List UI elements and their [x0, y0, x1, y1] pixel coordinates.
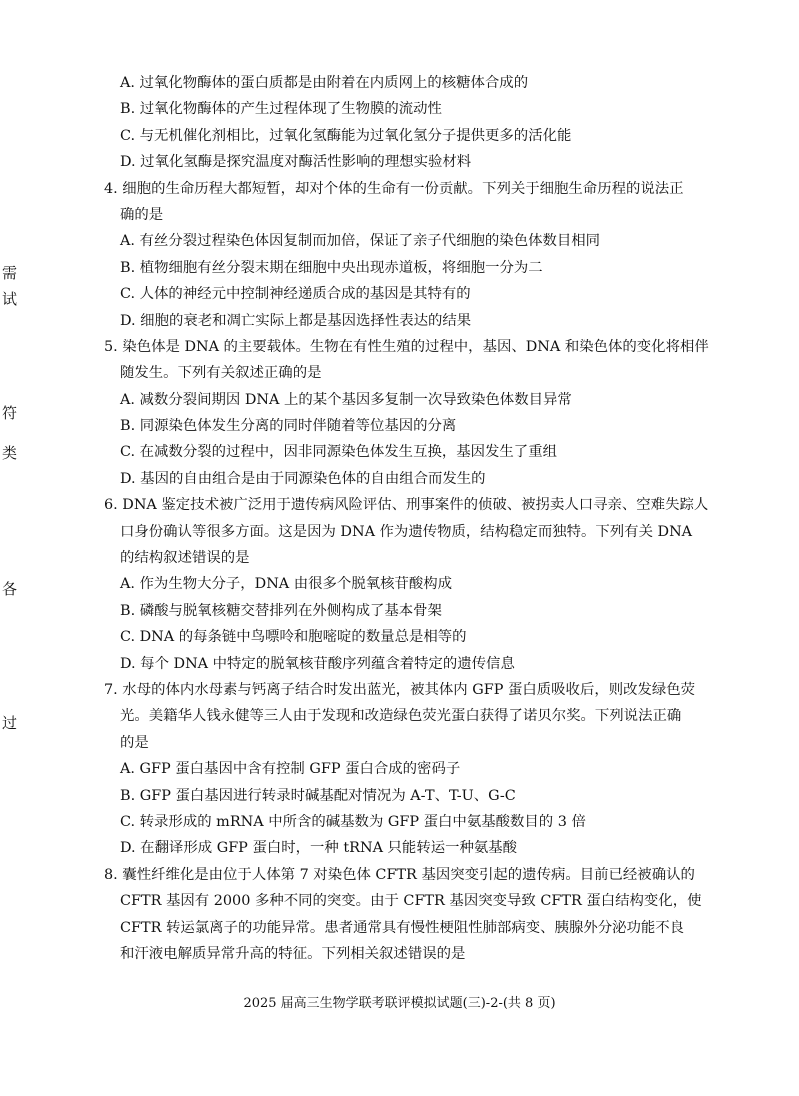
question-continuation-line: 光。美籍华人钱永健等三人由于发现和改造绿色荧光蛋白获得了诺贝尔奖。下列说法正确: [120, 708, 682, 725]
question-continuation-line: 口身份确认等很多方面。这是因为 DNA 作为遗传物质，结构稳定而独特。下列有关 DNA: [120, 523, 693, 540]
question-continuation-line: 的是: [120, 734, 149, 751]
question-content: [104, 70, 724, 967]
option-line: C. DNA 的每条链中鸟嘌呤和胞嘧啶的数量总是相等的: [120, 629, 467, 646]
question-stem-line: 6. DNA 鉴定技术被广泛用于遗传病风险评估、刑事案件的侦破、被拐卖人口寻亲、空难失踪人: [104, 497, 709, 514]
option-line: B. 同源染色体发生分离的同时伴随着等位基因的分离: [120, 418, 457, 435]
question-stem-line: 4. 细胞的生命历程大都短暂，却对个体的生命有一份贡献。下列关于细胞生命历程的说法正: [104, 180, 684, 197]
option-line: B. 过氧化物酶体的产生过程体现了生物膜的流动性: [120, 101, 442, 118]
option-line: B. 植物细胞有丝分裂末期在细胞中央出现赤道板，将细胞一分为二: [120, 259, 543, 276]
option-line: A. 过氧化物酶体的蛋白质都是由附着在内质网上的核糖体合成的: [120, 75, 529, 91]
question-continuation-line: 的结构叙述错误的是: [120, 550, 250, 567]
option-line: C. 在减数分裂的过程中，因非同源染色体发生互换，基因发生了重组: [120, 444, 557, 461]
option-line: C. 与无机催化剂相比，过氧化氢酶能为过氧化氢分子提供更多的活化能: [120, 127, 572, 144]
option-line: A. 减数分裂间期因 DNA 上的某个基因多复制一次导致染色体数目异常: [120, 391, 572, 408]
question-continuation-line: CFTR 转运氯离子的功能异常。患者通常具有慢性梗阻性肺部病变、胰腺外分泌功能不良: [120, 919, 685, 936]
option-line: D. 在翻译形成 GFP 蛋白时，一种 tRNA 只能转运一种氨基酸: [120, 840, 518, 857]
question-continuation-line: CFTR 基因有 2000 多种不同的突变。由于 CFTR 基因突变导致 CFTR 蛋白结构变化，使: [120, 893, 702, 910]
page-footer: 2025 届高三生物学联考联评模拟试题(三)-2-(共 8 页): [243, 996, 556, 1011]
question-continuation-line: 确的是: [120, 206, 164, 223]
option-line: D. 基因的自由组合是由于同源染色体的自由组合而发生的: [120, 470, 486, 487]
option-line: C. 人体的神经元中控制神经递质合成的基因是其特有的: [120, 286, 471, 303]
option-line: C. 转录形成的 mRNA 中所含的碱基数为 GFP 蛋白中氨基酸数目的 3 倍: [120, 813, 586, 830]
margin-char-1: 需: [2, 264, 18, 282]
margin-char-6: 过: [2, 714, 18, 732]
margin-char-5: 各: [2, 580, 18, 598]
option-line: A. GFP 蛋白基因中含有控制 GFP 蛋白合成的密码子: [120, 761, 461, 778]
option-line: D. 过氧化氢酶是探究温度对酶活性影响的理想实验材料: [120, 154, 472, 171]
option-line: A. 作为生物大分子，DNA 由很多个脱氧核苷酸构成: [120, 576, 453, 593]
option-line: B. 磷酸与脱氧核糖交替排列在外侧构成了基本骨架: [120, 602, 442, 619]
question-stem-line: 8. 囊性纤维化是由位于人体第 7 对染色体 CFTR 基因突变引起的遗传病。目前已经被确认的: [104, 866, 695, 883]
question-continuation-line: 和汗液电解质异常升高的特征。下列相关叙述错误的是: [120, 945, 466, 962]
option-line: D. 每个 DNA 中特定的脱氧核苷酸序列蕴含着特定的遗传信息: [120, 655, 515, 672]
option-line: B. GFP 蛋白基因进行转录时碱基配对情况为 A-T、T-U、G-C: [120, 787, 516, 804]
question-continuation-line: 随发生。下列有关叙述正确的是: [120, 365, 322, 382]
question-stem-line: 7. 水母的体内水母素与钙离子结合时发出蓝光，被其体内 GFP 蛋白质吸收后，则改发绿色荧: [104, 681, 696, 698]
option-line: A. 有丝分裂过程染色体因复制而加倍，保证了亲子代细胞的染色体数目相同: [120, 233, 601, 250]
option-line: D. 细胞的衰老和凋亡实际上都是基因选择性表达的结果: [120, 312, 472, 329]
margin-char-2: 试: [2, 290, 18, 308]
margin-char-4: 类: [2, 444, 18, 462]
margin-char-3: 符: [2, 404, 18, 422]
question-stem-line: 5. 染色体是 DNA 的主要载体。生物在有性生殖的过程中，基因、DNA 和染色体的变化将相伴: [104, 338, 709, 355]
